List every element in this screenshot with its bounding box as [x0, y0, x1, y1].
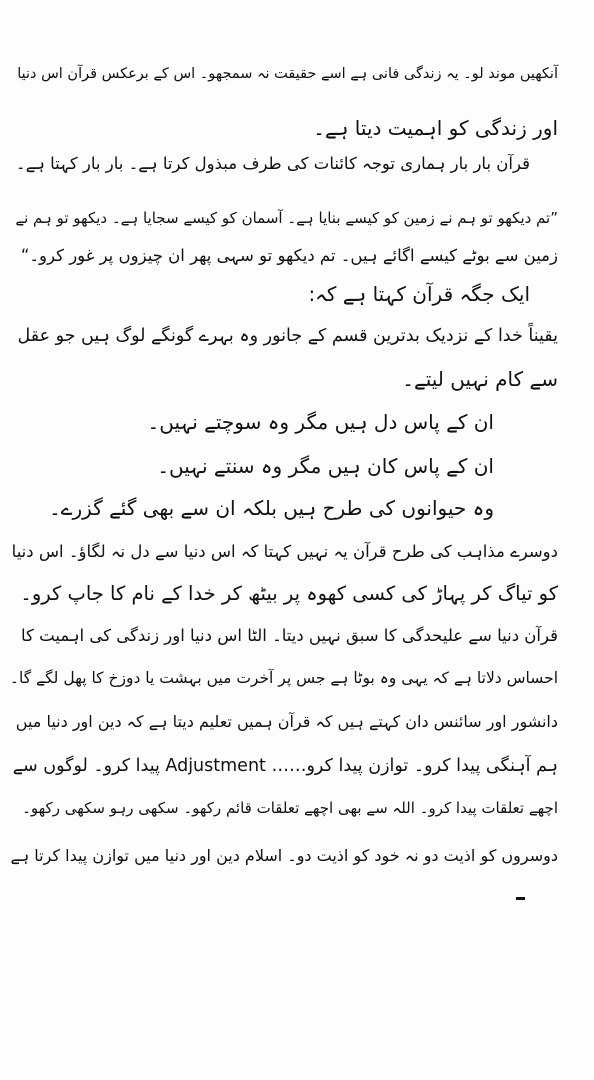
- text-line: زمین سے بوٹے کیسے اگائے ہیں۔ تم دیکھو تو سہی پھر ان چیزوں پر غور کرو۔“: [20, 246, 558, 265]
- text-line: ان کے پاس دل ہیں مگر وہ سوچتے نہیں۔: [147, 410, 494, 434]
- text-line: کو تیاگ کر پہاڑ کی کسی کھوہ پر بیٹھ کر خدا کے نام کا جاپ کرو۔: [20, 582, 558, 605]
- text-line: آنکھیں موند لو۔ یہ زندگی فانی ہے اسے حقیقت نہ سمجھو۔ اس کے برعکس قرآن اس دنیا: [17, 66, 558, 82]
- text-line: قرآن بار بار ہماری توجہ کائنات کی طرف مبذول کرتا ہے۔ بار بار کہتا ہے۔: [15, 154, 530, 173]
- text-line: قرآن دنیا سے علیحدگی کا سبق نہیں دیتا۔ الٹا اس دنیا اور زندگی کی اہمیت کا: [21, 626, 558, 645]
- text-line: اچھے تعلقات پیدا کرو۔ اللہ سے بھی اچھے تعلقات قائم رکھو۔ سکھی رہو سکھی رکھو۔: [22, 799, 558, 817]
- text-line: ہم آہنگی پیدا کرو۔ توازن پیدا کرو…… Adjustment پیدا کرو۔ لوگوں سے: [12, 756, 558, 776]
- text-line: دوسرے مذاہب کی طرح قرآن یہ نہیں کہتا کہ اس دنیا سے دل نہ لگاؤ۔ اس دنیا: [11, 542, 558, 561]
- text-line: دانشور اور سائنس دان کہتے ہیں کہ قرآن ہمیں تعلیم دیتا ہے کہ دین اور دنیا میں: [15, 712, 558, 731]
- text-line: سے کام نہیں لیتے۔: [402, 367, 558, 391]
- text-line: یقیناً خدا کے نزدیک بدترین قسم کے جانور وہ بہرے گونگے لوگ ہیں جو عقل: [17, 326, 558, 346]
- text-line: احساس دلاتا ہے کہ یہی وہ بوٹا ہے جس پر آخرت میں بہشت یا دوزخ کا پھل لگے گا۔: [9, 669, 558, 687]
- text-line: ”تم دیکھو تو ہم نے زمین کو کیسے بنایا ہے۔ آسمان کو کیسے سجایا ہے۔ دیکھو تو ہم نے: [15, 209, 558, 227]
- page-mark: [516, 897, 525, 900]
- text-line: ان کے پاس کان ہیں مگر وہ سنتے نہیں۔: [157, 454, 494, 478]
- text-line: وہ حیوانوں کی طرح ہیں بلکہ ان سے بھی گئے گزرے۔: [49, 496, 494, 520]
- text-line: دوسروں کو اذیت دو نہ خود کو اذیت دو۔ اسلام دین اور دنیا میں توازن پیدا کرتا ہے: [10, 846, 558, 865]
- text-line: اور زندگی کو اہمیت دیتا ہے۔: [313, 116, 558, 140]
- text-line: ایک جگہ قرآن کہتا ہے کہ:: [308, 282, 530, 306]
